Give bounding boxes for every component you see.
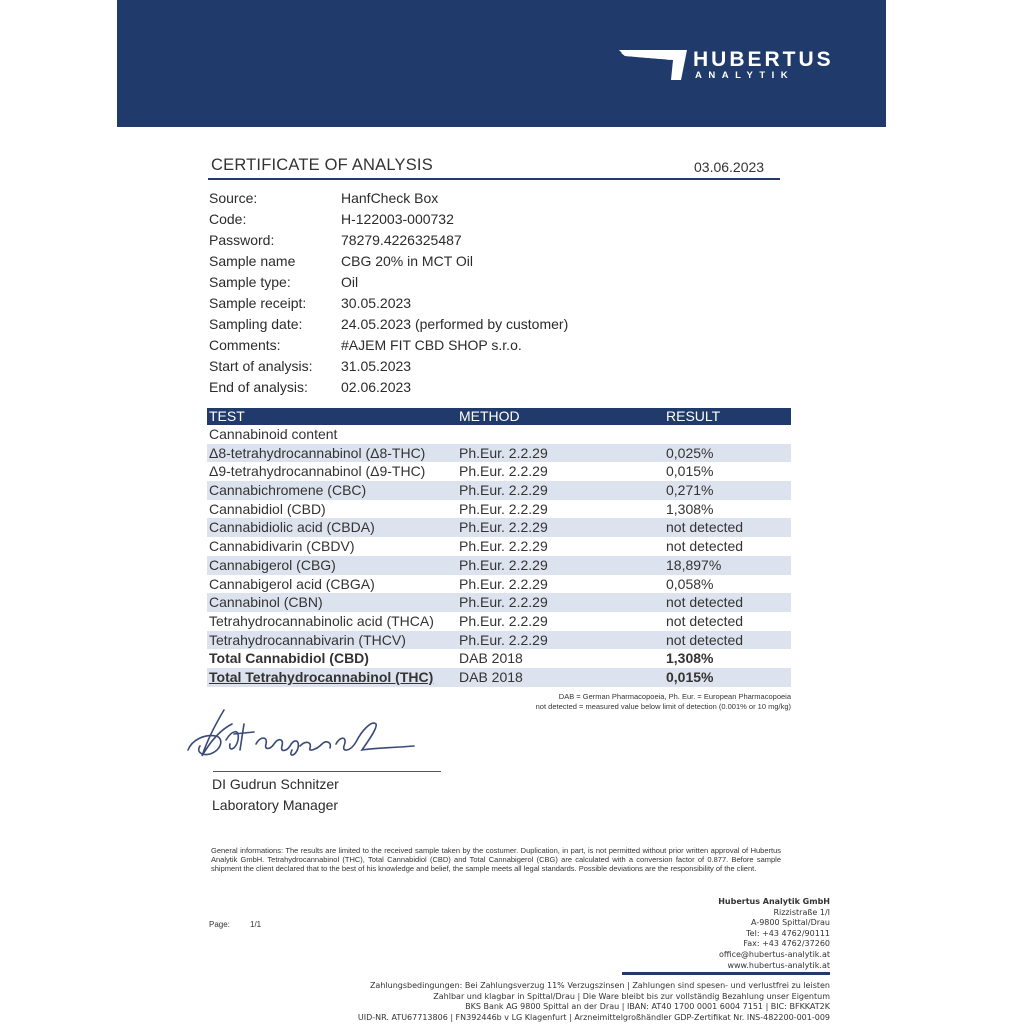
company-fax: Fax: +43 4762/37260 [743, 939, 830, 949]
info-label: Start of analysis: [209, 358, 313, 374]
cell-test: Δ8-tetrahydrocannabinol (Δ8-THC) [209, 444, 426, 461]
info-value: CBG 20% in MCT Oil [341, 253, 473, 269]
cell-method: Ph.Eur. 2.2.29 [459, 575, 548, 592]
cell-method: Ph.Eur. 2.2.29 [459, 556, 548, 573]
cell-test: Total Cannabidiol (CBD) [209, 650, 369, 667]
signer-name: DI Gudrun Schnitzer [212, 776, 339, 792]
cell-result: 1,308% [666, 650, 714, 667]
general-informations: General informations: The results are limited to the received sample taken by the costumer. Duplication, in part, is not permitted without prior written approval of Hubertus Analytik GmbH. Tetrahydrocannabinol (THC), Total Cannabidiol (CBD) and Total Cannabigerol (CBG) are calculated with a conversion factor of 0.877. Before sample shipment the client declared that to the best of his knowledge and belief, the sample meets all legal standards. Possible deviations are the responsibility of the client. [211, 846, 781, 873]
info-label: End of analysis: [209, 379, 308, 395]
company-email: office@hubertus-analytik.at [718, 949, 830, 959]
note-line: not detected = measured value below limit of detection (0.001% or 10 mg/kg) [535, 702, 791, 711]
info-label: Source: [209, 190, 258, 206]
cell-method: Ph.Eur. 2.2.29 [459, 594, 548, 611]
cell-result: not detected [666, 612, 744, 629]
info-value: 31.05.2023 [341, 358, 412, 374]
company-city: A-9800 Spittal/Drau [751, 918, 830, 928]
logo-subtitle: ANALYTIK [695, 70, 795, 81]
cell-method: Ph.Eur. 2.2.29 [459, 538, 548, 555]
cell-result: 1,308% [666, 500, 714, 517]
terms-line: Zahlungsbedingungen: Bei Zahlungsverzug 11% Verzugszinsen | Zahlungen sind spesen- und verlustfrei zu leisten [369, 981, 830, 990]
footer-divider [622, 972, 830, 975]
page-label: Page: [209, 920, 230, 929]
title-divider [208, 178, 780, 180]
table-row [207, 462, 791, 481]
cell-method: Ph.Eur. 2.2.29 [459, 500, 548, 517]
cell-result: 0,271% [666, 482, 714, 499]
info-label: Sampling date: [209, 316, 303, 332]
info-value: 30.05.2023 [341, 295, 412, 311]
info-label: Sample name [209, 253, 296, 269]
cell-test: Cannabinol (CBN) [209, 594, 323, 611]
table-section-row [207, 425, 791, 444]
table-row [207, 575, 791, 594]
table-row [207, 612, 791, 631]
table-row [207, 631, 791, 650]
cell-test: Tetrahydrocannabivarin (THCV) [209, 631, 406, 648]
signature-line [213, 771, 441, 772]
page-number: 1/1 [250, 920, 262, 929]
table-row [207, 593, 791, 612]
cell-test: Cannabidiolic acid (CBDA) [209, 519, 375, 536]
cell-test: Δ9-tetrahydrocannabinol (Δ9-THC) [209, 463, 426, 480]
info-value: #AJEM FIT CBD SHOP s.r.o. [341, 337, 522, 353]
results-table [207, 408, 791, 687]
cell-method: Ph.Eur. 2.2.29 [459, 519, 548, 536]
terms-line: BKS Bank AG 9800 Spittal an der Drau | IBAN: AT40 1700 0001 6004 7151 | BIC: BFKKAT2K [465, 1002, 830, 1012]
cell-test: Cannabigerol acid (CBGA) [209, 575, 375, 592]
handwritten-signature [180, 700, 420, 775]
terms-line: Zahlbar und klagbar in Spittal/Drau | Die Ware bleibt bis zur vollständig Bezahlung unser Eigentum [433, 991, 830, 1001]
column-header-test: TEST [209, 408, 245, 424]
info-label: Comments: [209, 337, 281, 353]
cell-test: Cannabigerol (CBG) [209, 556, 336, 573]
cell-method: Ph.Eur. 2.2.29 [459, 444, 548, 461]
terms-line: UID-NR. ATU67713806 | FN392446b v LG Klagenfurt | Arzneimittelgroßhändler GDP-Zertifikat Nr. INS-482200-001-009 [357, 1012, 830, 1022]
cell-method: Ph.Eur. 2.2.29 [459, 612, 548, 629]
cell-result: 0,025% [666, 444, 714, 461]
company-web: www.hubertus-analytik.at [727, 960, 830, 970]
table-row [207, 537, 791, 556]
payment-terms [358, 981, 830, 1023]
cell-result: not detected [666, 519, 744, 536]
note-line: DAB = German Pharmacopoeia, Ph. Eur. = European Pharmacopoeia [558, 692, 791, 701]
cell-method: Ph.Eur. 2.2.29 [459, 482, 548, 499]
cell-method: Ph.Eur. 2.2.29 [459, 631, 548, 648]
info-value: Oil [341, 274, 359, 290]
cell-test: Cannabidiol (CBD) [209, 500, 326, 517]
document-date: 03.06.2023 [694, 159, 765, 175]
info-label: Code: [209, 211, 247, 227]
cell-test: Total Tetrahydrocannabinol (THC) [209, 668, 434, 685]
cell-method: DAB 2018 [459, 650, 523, 667]
cell-result: 0,058% [666, 575, 714, 592]
wing-icon [617, 44, 689, 84]
info-value: 24.05.2023 (performed by customer) [341, 316, 569, 332]
table-row [207, 444, 791, 463]
signer-role: Laboratory Manager [212, 797, 339, 813]
total-row [207, 649, 791, 668]
cell-result: 18,897% [666, 556, 722, 573]
column-header-result: RESULT [666, 408, 721, 424]
table-row [207, 556, 791, 575]
info-label: Sample type: [209, 274, 291, 290]
table-row [207, 481, 791, 500]
cell-test: Tetrahydrocannabinolic acid (THCA) [209, 612, 434, 629]
hubertus-logo [617, 44, 837, 84]
section-label: Cannabinoid content [209, 426, 338, 442]
logo-name: HUBERTUS [693, 48, 834, 71]
cell-method: Ph.Eur. 2.2.29 [459, 463, 548, 480]
info-label: Password: [209, 232, 275, 248]
total-row [207, 668, 791, 687]
cell-result: not detected [666, 538, 744, 555]
info-label: Sample receipt: [209, 295, 307, 311]
company-address [718, 897, 830, 971]
cell-test: Cannabichromene (CBC) [209, 482, 367, 499]
company-tel: Tel: +43 4762/90111 [746, 928, 830, 938]
cell-result: not detected [666, 631, 744, 648]
table-header [207, 408, 791, 425]
cell-result: not detected [666, 594, 744, 611]
info-value: HanfCheck Box [341, 190, 439, 206]
cell-result: 0,015% [666, 463, 714, 480]
company-name: Hubertus Analytik GmbH [718, 897, 830, 906]
info-value: 02.06.2023 [341, 379, 412, 395]
company-street: Rizzistraße 1/I [773, 907, 830, 917]
cell-method: DAB 2018 [459, 668, 523, 685]
table-row [207, 500, 791, 519]
cell-result: 0,015% [666, 668, 714, 685]
info-value: H-122003-000732 [341, 211, 454, 227]
table-notes [536, 692, 791, 712]
cell-test: Cannabidivarin (CBDV) [209, 538, 355, 555]
table-row [207, 518, 791, 537]
document-title: CERTIFICATE OF ANALYSIS [211, 156, 433, 174]
info-value: 78279.4226325487 [341, 232, 462, 248]
column-header-method: METHOD [459, 408, 520, 424]
